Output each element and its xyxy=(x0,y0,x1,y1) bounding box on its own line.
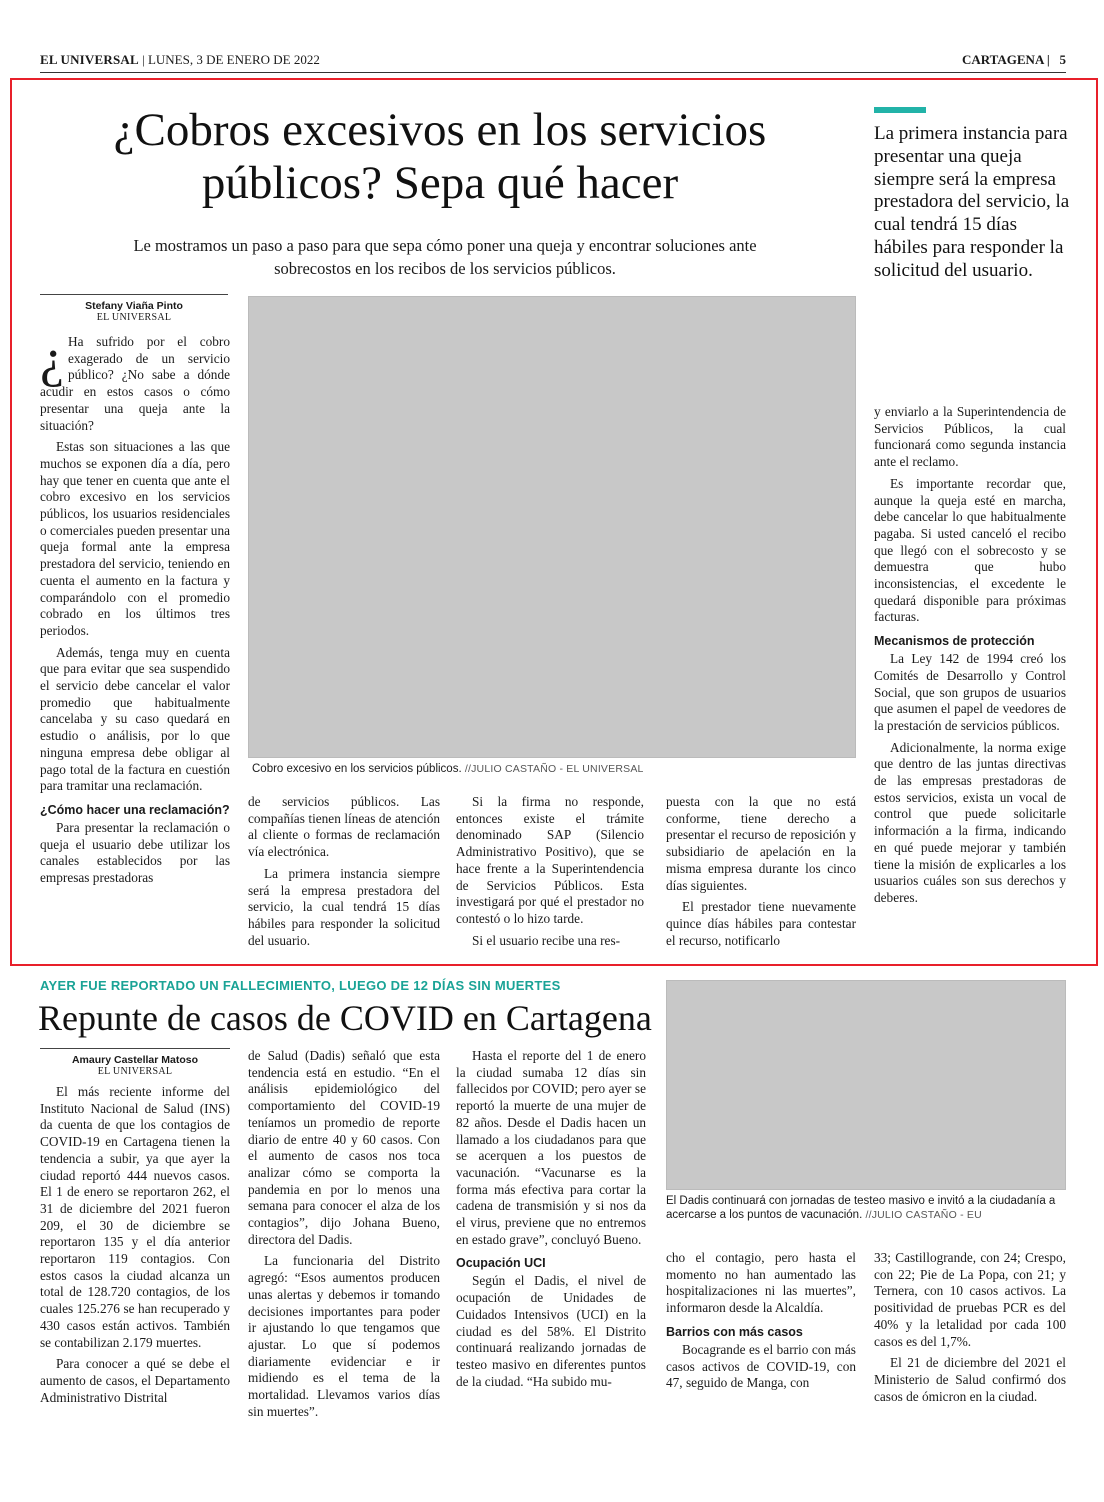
article2-byline xyxy=(40,1048,230,1077)
photo-credit: //JULIO CASTAÑO - EU xyxy=(865,1209,982,1221)
paragraph: El prestador tiene nuevamente quince días hábiles para contestar el recurso, notificarlo xyxy=(666,899,856,948)
article1-pullquote: La primera instancia para presentar una queja siempre será la empresa prestadora del servicio, la cual tendrá 15 días hábiles para responder la solicitud del usuario. xyxy=(874,123,1070,281)
subheading: ¿Cómo hacer una reclamación? xyxy=(40,802,230,817)
paragraph: La primera instancia siempre será la empresa prestadora del servicio, la cual tendrá 15 días hábiles para responder la solicitud del usuario. xyxy=(248,865,440,948)
paragraph: Para conocer a qué se debe el aumento de casos, el Departamento Administrativo Distrital xyxy=(40,1356,230,1405)
photo1-caption: Cobro excesivo en los servicios públicos. //JULIO CASTAÑO - EL UNIVERSAL xyxy=(252,763,644,775)
paragraph: Estas son situaciones a las que muchos se exponen día a día, pero hay que tener en cuenta que ante el cobro excesivo en los servicios públicos, los usuarios residenciales o comerciales pueden presentar una queja formal ante la empresa prestadora del servicio, teniendo en cuenta el aumento en la factura y comparándolo con el promedio cobrado en los últimos tres periodos. xyxy=(40,439,230,638)
dropcap: ¿ xyxy=(40,328,64,388)
paragraph: Bocagrande es el barrio con más casos activos de COVID-19, con 47, seguido de Manga, con xyxy=(666,1341,856,1391)
article2-column-1 xyxy=(40,1084,230,1411)
header-right: CARTAGENA | 5 xyxy=(961,52,1066,67)
paragraph: Adicionalmente, la norma exige que dentro de las juntas directivas de las empresas prestadoras de estos servicios, exista un vocal de control que puede solicitarle información a la firma, indicando en qué puede mejorar y también tiene la misión de explicarles a los usuarios cuáles son sus derechos y deberes. xyxy=(874,739,1066,905)
paragraph: La funcionaria del Distrito agregó: “Esos aumentos producen unas alertas y debemos ir tomando decisiones importantes para poder ir ajustando lo que tengamos que ajustar. Lo que sí podemos diariamente evidenciar e ir midiendo es el tema de la mortalidad. Llevamos varios días sin muertes”. xyxy=(248,1253,440,1419)
paragraph: Si el usuario recibe una res- xyxy=(472,932,621,948)
paragraph: Para presentar la reclamación o queja el usuario debe utilizar los canales establecidos por las empresas prestadoras xyxy=(40,819,230,886)
subheading: Barrios con más casos xyxy=(666,1324,803,1339)
article1-title: ¿Cobros excesivos en los servicios públicos? Sepa qué hacer xyxy=(113,104,767,209)
page-header xyxy=(40,52,1066,74)
subheading: Mecanismos de protección xyxy=(874,634,1035,649)
author-org: EL UNIVERSAL xyxy=(96,312,172,323)
article2-kicker: AYER FUE REPORTADO UN FALLECIMIENTO, LUEGO DE 12 DÍAS SIN MUERTES xyxy=(40,978,561,993)
paragraph: Es importante recordar que, aunque la queja esté en marcha, debe cancelar lo que habitualmente pagaba. Si usted canceló el recibo que llegó con el sobrecosto y se demuestra que hubo inconsistencias, el excedente le quedará disponible para próximas facturas. xyxy=(874,475,1066,625)
article2-column-3 xyxy=(456,1048,646,1395)
author-name: Amaury Castellar Matoso xyxy=(71,1054,199,1066)
paragraph: La Ley 142 de 1994 creó los Comités de Desarrollo y Control Social, que son grupos de usuarios que asumen el papel de veedores de la prestación de servicios públicos. xyxy=(874,651,1066,733)
page-number: 5 xyxy=(1059,52,1066,67)
article2-column-4 xyxy=(666,1250,856,1397)
header-rule xyxy=(40,72,1066,73)
article1-byline xyxy=(40,294,228,323)
photo2-caption: El Dadis continuará con jornadas de testeo masivo e invitó a la ciudadanía a acercarse a los puntos de vacunación. //JULIO CASTAÑO - EU xyxy=(666,1195,1056,1221)
article1-column-3 xyxy=(456,794,644,954)
header-left: EL UNIVERSAL | LUNES, 3 DE ENERO DE 2022 xyxy=(40,52,320,67)
section-name: CARTAGENA xyxy=(961,52,1044,67)
bills-photo xyxy=(248,296,856,758)
author-org: EL UNIVERSAL xyxy=(97,1066,173,1077)
paragraph: y enviarlo a la Superintendencia de Servicios Públicos, la cual funcionará como segunda instancia ante el reclamo. xyxy=(874,404,1066,470)
paragraph: puesta con la que no está conforme, tiene derecho a presentar el recurso de reposición y subsidiario de apelación en la misma empresa durante los cinco días siguientes. xyxy=(666,794,856,893)
article1-deck: Le mostramos un paso a paso para que sepa cómo poner una queja y encontrar soluciones ante sobrecostos en los recibos de los servicios públicos. xyxy=(133,236,757,278)
subheading: Ocupación UCI xyxy=(456,1256,546,1271)
paragraph: Además, tenga muy en cuenta que para evitar que sea suspendido el servicio debe cancelar el valor promedio que habitualmente cancelaba y su caso quedará en estudio o análisis, por lo que ninguna empresa debe obligar al pago total de la factura en cuestión para tramitar una reclamación. xyxy=(40,644,230,794)
paragraph: El más reciente informe del Instituto Nacional de Salud (INS) da cuenta de que los contagios de COVID-19 en Cartagena tienen la tendencia a subir, ya que ayer la ciudad reportó 444 nuevos casos. El 1 de enero se reportaron 262, el 31 de diciembre del 2021 fueron 209, el 30 de diciembre se reportaron 135 y el día anterior reportaron 119 contagios. Con estos casos la ciudad alcanza un total de 128.720 contagios, de los cuales 125.276 se han recuperado y 430 casos están activos. También se contabilizan 2.179 muertes. xyxy=(40,1084,230,1350)
testing-photo xyxy=(666,980,1066,1190)
issue-date: LUNES, 3 DE ENERO DE 2022 xyxy=(147,52,320,67)
paragraph: Hasta el reporte del 1 de enero la ciudad sumaba 12 días sin fallecidos por COVID; pero ayer se reportó la muerte de una mujer de 82 años. Desde el Dadis hacen un llamado a los ciudadanos para que se acerquen a los puestos de vacunación. “Vacunarse es la forma más efectiva para cortar la cadena de transmisión y si nos da el virus, previene que no entremos en estado grave”, concluyó Bueno. xyxy=(456,1048,646,1247)
paragraph: de Salud (Dadis) señaló que esta tendencia está en estudio. “En el análisis epidemiológico del comportamiento del COVID-19 teníamos un promedio de reporte diario de entre 40 y 60 casos. Con el aumento de casos nos toca analizar cómo se comporta la pandemia en por lo menos una semana para conocer el alza de los contagios”, dijo Johana Bueno, directora del Dadis. xyxy=(248,1048,440,1247)
paragraph: Según el Dadis, el nivel de ocupación de Unidades de Cuidados Intensivos (UCI) en la ciudad es del 58%. El Distrito continuará realizando jornadas de testeo masivo en diferentes puntos de la ciudad. “Ha subido mu- xyxy=(456,1273,646,1389)
paragraph: de servicios públicos. Las compañías tienen líneas de atención al cliente o formas de reclamación vía electrónica. xyxy=(248,794,440,860)
paragraph: El 21 de diciembre del 2021 el Ministerio de Salud confirmó dos casos de ómicron en la ciudad. xyxy=(874,1355,1066,1404)
article1-column-4 xyxy=(666,794,856,954)
author-name: Stefany Viaña Pinto xyxy=(85,300,183,312)
article2-title: Repunte de casos de COVID en Cartagena xyxy=(38,998,652,1038)
article1-column-5 xyxy=(874,404,1066,912)
photo-credit: //JULIO CASTAÑO - EL UNIVERSAL xyxy=(464,763,644,775)
paragraph: Si la firma no responde, entonces existe el trámite denominado SAP (Silencio Administrativo Positivo), que se hace frente a la Superintendencia de Servicios Públicos. Esta investigará por qué el prestador no contestó o lo hizo tarde. xyxy=(456,794,644,926)
pullquote-accent-bar xyxy=(874,107,926,113)
article1-column-1 xyxy=(40,328,230,892)
article2-column-5 xyxy=(874,1250,1066,1410)
paper-name: EL UNIVERSAL xyxy=(40,52,139,67)
paragraph: 33; Castillogrande, con 24; Crespo, con 22; Pie de La Popa, con 21; y Ternera, con 10 casos activos. La positividad de pruebas PCR es del 40% y la letalidad por cada 100 casos es del 1,7%. xyxy=(874,1250,1066,1349)
paragraph: cho el contagio, pero hasta el momento no han aumentado las hospitalizaciones ni las muertes”, informaron desde la Alcaldía. xyxy=(666,1250,856,1316)
paragraph: ¿ Ha sufrido por el cobro exagerado de un servicio público? ¿No sabe a dónde acudir en estos casos o cómo presentar una queja ante la situación? xyxy=(40,328,230,433)
article1-column-2 xyxy=(248,794,440,954)
article2-column-2 xyxy=(248,1048,440,1425)
